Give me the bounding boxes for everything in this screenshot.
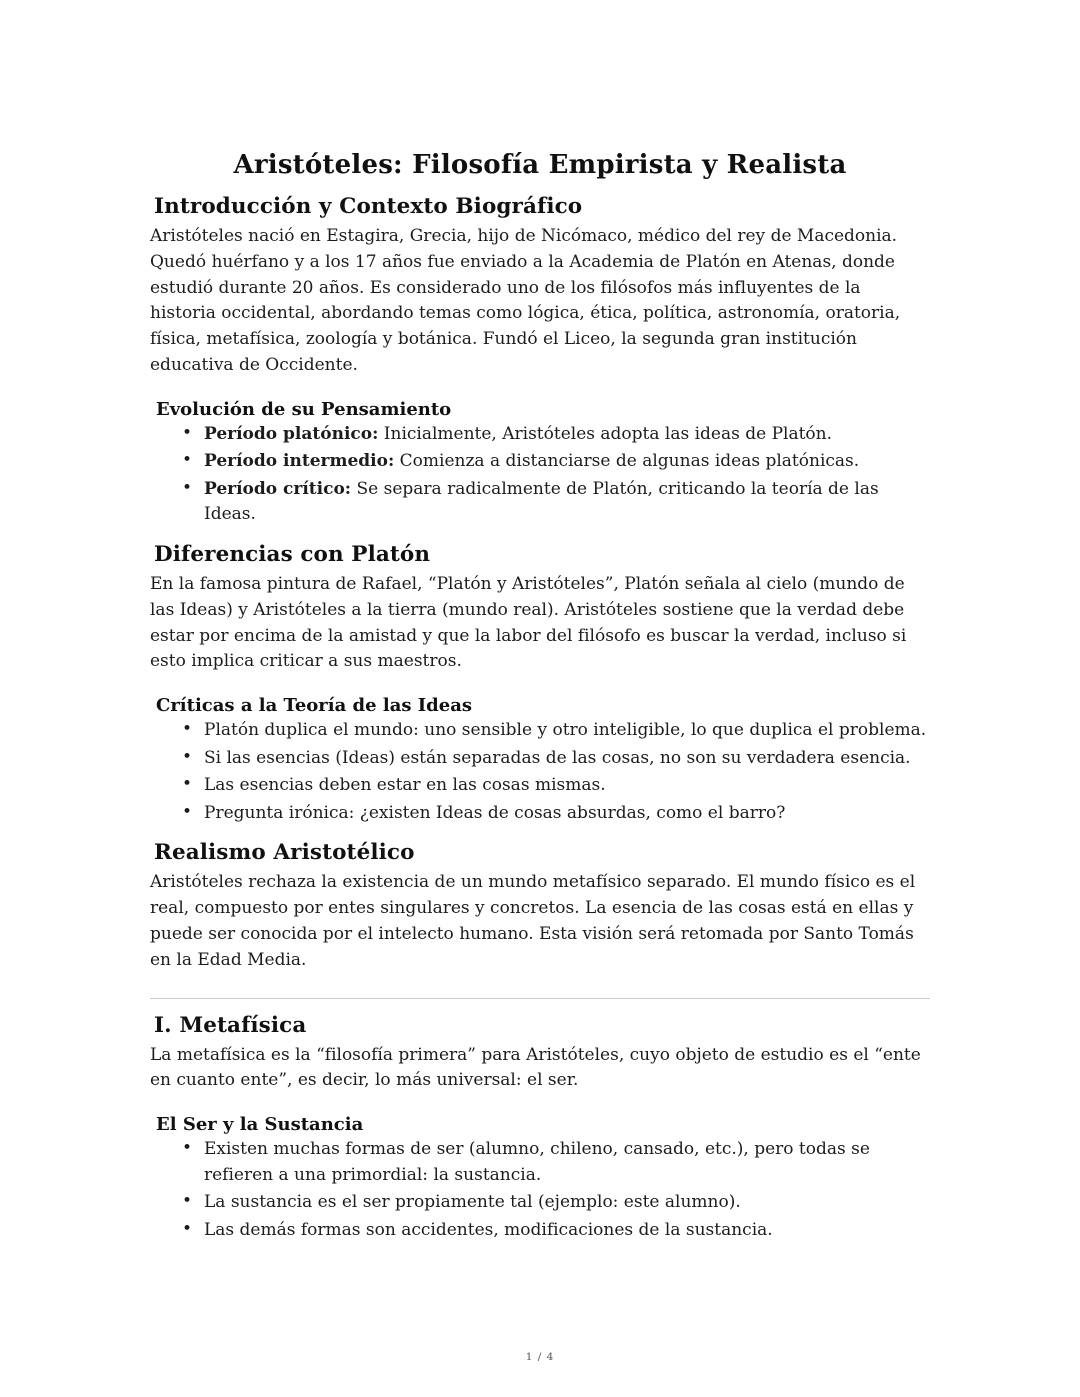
section-paragraph-metafisica: La metafísica es la “filosofía primera” para Aristóteles, cuyo objeto de estudio es el “ente en cuanto ente”, es decir, lo más universal: el ser. <box>150 1044 921 1091</box>
list-item-text: Pregunta irónica: ¿existen Ideas de cosas absurdas, como el barro? <box>204 802 786 823</box>
section-paragraph-diferencias: En la famosa pintura de Rafael, “Platón y Aristóteles”, Platón señala al cielo (mundo de las Ideas) y Aristóteles a la tierra (mundo real). Aristóteles sostiene que la verdad debe estar por encima de la amistad y que la labor del filósofo es buscar la verdad, incluso si esto implica criticar a sus maestros. <box>150 573 907 672</box>
list-item-text: Si las esencias (Ideas) están separadas de las cosas, no son su verdadera esencia. <box>204 747 911 768</box>
subsection-heading-ser-sustancia: El Ser y la Sustancia <box>156 1114 364 1136</box>
page-number: 1 / 4 <box>525 1351 555 1363</box>
list-item <box>202 718 930 744</box>
list-item <box>202 1137 930 1188</box>
list-item-text: Se separa radicalmente de Platón, criticando la teoría de las Ideas. <box>204 478 879 525</box>
section-heading-diferencias: Diferencias con Platón <box>154 541 431 567</box>
list-item-text: Existen muchas formas de ser (alumno, chileno, cansado, etc.), pero todas se refieren a una primordial: la sustancia. <box>204 1139 870 1185</box>
list-item-text: Las esencias deben estar en las cosas mismas. <box>204 775 606 796</box>
bullet-list-evolucion <box>150 422 930 528</box>
list-item <box>202 422 930 448</box>
list-item-text: Las demás formas son accidentes, modificaciones de la sustancia. <box>204 1219 773 1240</box>
list-item-text: Comienza a distanciarse de algunas ideas platónicas. <box>394 451 860 472</box>
subsection-heading-criticas: Críticas a la Teoría de las Ideas <box>156 695 473 717</box>
list-item <box>202 1218 930 1244</box>
section-paragraph-realismo: Aristóteles rechaza la existencia de un mundo metafísico separado. El mundo físico es el real, compuesto por entes singulares y concretos. La esencia de las cosas está en ellas y puede ser conocida por el intelecto humano. Esta visión será retomada por Santo Tomás en la Edad Media. <box>150 872 916 970</box>
list-item-text: La sustancia es el ser propiamente tal (ejemplo: este alumno). <box>204 1192 741 1213</box>
page-title: Aristóteles: Filosofía Empirista y Realista <box>233 150 847 180</box>
subsection-heading-evolucion: Evolución de su Pensamiento <box>156 398 452 420</box>
list-item <box>202 801 930 827</box>
list-item <box>202 773 930 799</box>
section-divider <box>150 998 930 999</box>
bullet-list-ser-sustancia <box>150 1137 930 1243</box>
section-heading-realismo: Realismo Aristotélico <box>154 840 415 866</box>
list-item-text: Platón duplica el mundo: uno sensible y otro inteligible, lo que duplica el problema. <box>204 720 927 741</box>
section-heading-introduccion: Introducción y Contexto Biográfico <box>154 194 583 219</box>
list-item <box>202 746 930 772</box>
list-item-lead: Período crítico: <box>204 478 352 499</box>
list-item <box>202 1190 930 1216</box>
section-paragraph-introduccion: Aristóteles nació en Estagira, Grecia, hijo de Nicómaco, médico del rey de Macedonia. Quedó huérfano y a los 17 años fue enviado a la Academia de Platón en Atenas, donde estudió durante 20 años. Es considerado uno de los filósofos más influyentes de la historia occidental, abordando temas como lógica, ética, política, astronomía, oratoria, física, metafísica, zoología y botánica. Fundó el Liceo, la segunda gran institución educativa de Occidente. <box>150 226 901 376</box>
bullet-list-criticas <box>150 718 930 826</box>
list-item-text: Inicialmente, Aristóteles adopta las ideas de Platón. <box>378 423 833 444</box>
list-item <box>202 477 930 528</box>
list-item-lead: Período intermedio: <box>204 451 395 472</box>
list-item <box>202 449 930 475</box>
section-heading-metafisica: I. Metafísica <box>154 1012 307 1038</box>
list-item-lead: Período platónico: <box>204 423 379 444</box>
